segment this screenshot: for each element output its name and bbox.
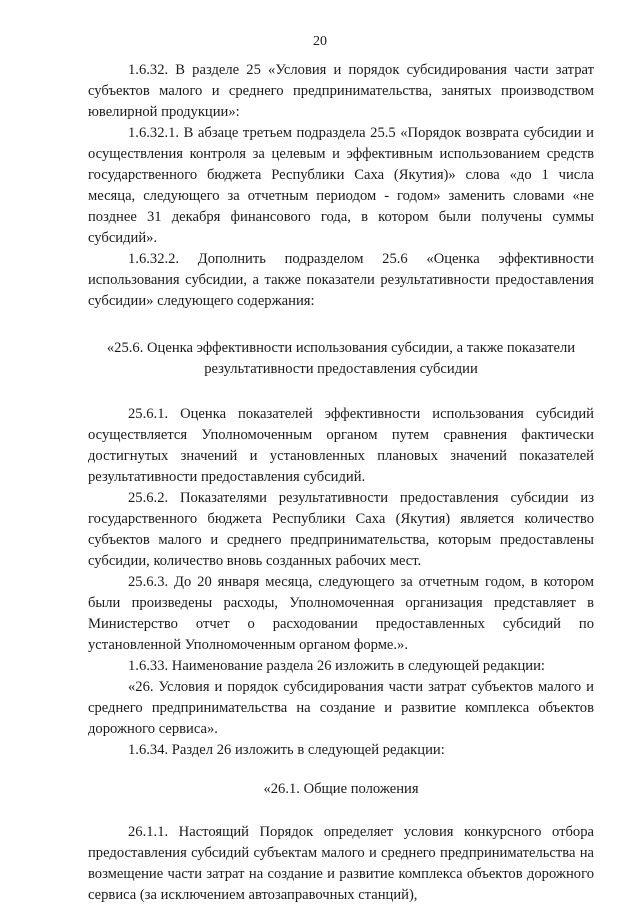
paragraph-25-6-2: 25.6.2. Показателями результативности предоставления субсидии из государственного бюджета Республики Саха (Якутия) является количество субъектов малого и среднего предпринимательства, которым предоставлены субсидии, количество вновь созданных рабочих мест.: [88, 490, 594, 569]
document-body: [88, 60, 594, 906]
paragraph-26-1-1: 26.1.1. Настоящий Порядок определяет условия конкурсного отбора предоставления субсидий субъектам малого и среднего предпринимательства на возмещение части затрат на создание и развитие комплекса объектов дорожного сервиса (за исключением автозаправочных станций),: [88, 824, 594, 903]
paragraph-25-6-1: 25.6.1. Оценка показателей эффективности использования субсидий осуществляется Уполномоченным органом путем сравнения фактически достигнутых значений и установленных плановых значений показателей результативности предоставления субсидий.: [88, 406, 594, 485]
page-number: 20: [313, 34, 327, 49]
section-heading-26-1: «26.1. Общие положения: [263, 781, 419, 797]
paragraph-section-26-title: «26. Условия и порядок субсидирования части затрат субъектов малого и среднего предпринимательства на создание и развитие комплекса объектов дорожного сервиса».: [88, 679, 594, 737]
paragraph-1-6-32: 1.6.32. В разделе 25 «Условия и порядок субсидирования части затрат субъектов малого и среднего предпринимательства, занятых производством ювелирной продукции»:: [88, 62, 594, 120]
section-heading-25-6: «25.6. Оценка эффективности использования субсидии, а также показатели результативности предоставления субсидии: [106, 340, 576, 377]
paragraph-1-6-32-1: 1.6.32.1. В абзаце третьем подраздела 25.5 «Порядок возврата субсидии и осуществления контроля за целевым и эффективным использованием средств государственного бюджета Республики Саха (Якутия)» слова «до 1 числа месяца, следующего за отчетным периодом - годом» заменить словами «не позднее 31 декабря финансового года, в котором были получены суммы субсидий».: [88, 125, 594, 246]
paragraph-25-6-3: 25.6.3. До 20 января месяца, следующего за отчетным годом, в котором были произведены расходы, Уполномоченная организация представляет в Министерство отчет о расходовании предоставленных субсидий по установленной Уполномоченным органом форме.».: [88, 574, 594, 653]
paragraph-1-6-33: 1.6.33. Наименование раздела 26 изложить в следующей редакции:: [128, 658, 545, 674]
paragraph-1-6-32-2: 1.6.32.2. Дополнить подразделом 25.6 «Оценка эффективности использования субсидии, а также показатели результативности предоставления субсидии» следующего содержания:: [88, 251, 594, 309]
paragraph-1-6-34: 1.6.34. Раздел 26 изложить в следующей редакции:: [128, 742, 445, 758]
